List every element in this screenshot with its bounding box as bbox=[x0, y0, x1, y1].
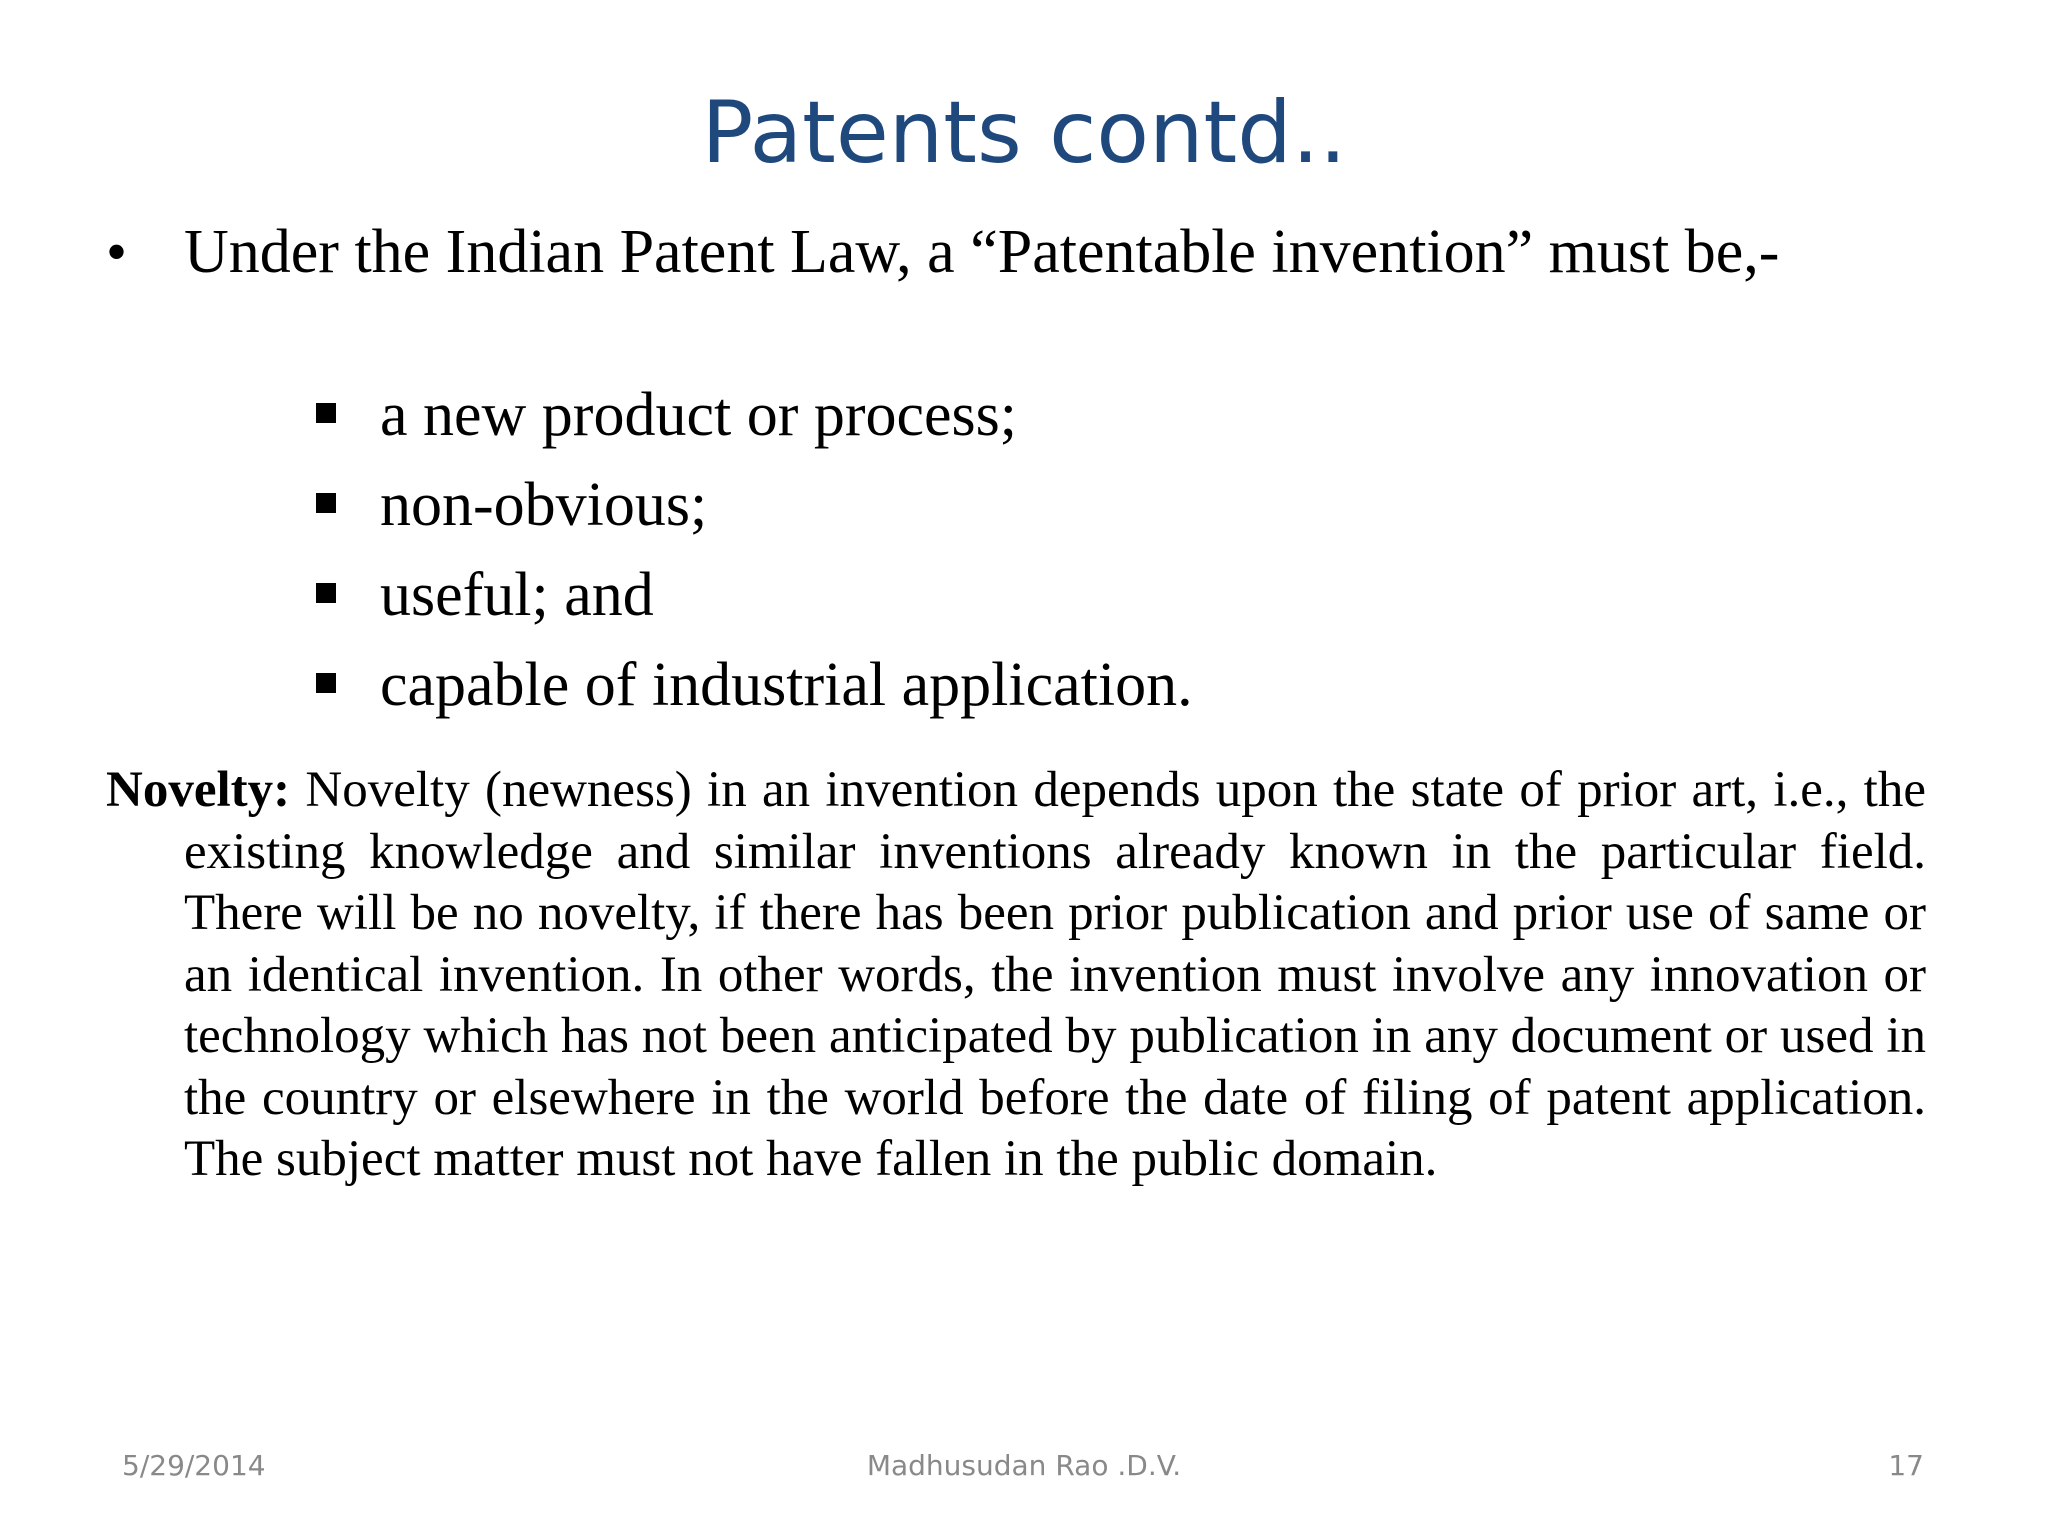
square-bullet-icon bbox=[316, 403, 336, 423]
criteria-item-label: useful; and bbox=[380, 561, 654, 629]
criteria-item-label: capable of industrial application. bbox=[380, 651, 1193, 719]
criteria-item bbox=[314, 370, 1814, 460]
patentability-criteria-list bbox=[314, 370, 1814, 730]
bullet-dot-icon: • bbox=[106, 219, 128, 285]
criteria-item bbox=[314, 460, 1814, 550]
footer-author: Madhusudan Rao .D.V. bbox=[866, 1449, 1182, 1482]
square-bullet-icon bbox=[316, 583, 336, 603]
square-bullet-icon bbox=[316, 493, 336, 513]
criteria-item bbox=[314, 550, 1814, 640]
novelty-text: Novelty (newness) in an invention depends upon the state of prior art, i.e., the existing knowledge and similar inventions already known in the particular field. There will be no novelty, if there has been prior publication and prior use of same or an identical invention. In other words, the invention must involve any innovation or technology which has not been anticipated by publication in any document or used in the country or elsewhere in the world before the date of filing of patent application. The subject matter must not have fallen in the public domain. bbox=[184, 762, 1926, 1187]
novelty-paragraph bbox=[106, 760, 1926, 1191]
footer-date: 5/29/2014 bbox=[122, 1449, 266, 1482]
criteria-item-label: non-obvious; bbox=[380, 471, 708, 539]
novelty-term: Novelty: bbox=[106, 762, 291, 818]
main-bullet bbox=[106, 214, 1926, 290]
criteria-item bbox=[314, 640, 1814, 730]
slide-number: 17 bbox=[1888, 1449, 1924, 1482]
main-bullet-text: Under the Indian Patent Law, a “Patentable invention” must be,- bbox=[184, 218, 1780, 286]
slide-title: Patents contd.. bbox=[701, 83, 1347, 183]
criteria-item-label: a new product or process; bbox=[380, 381, 1018, 449]
square-bullet-icon bbox=[316, 673, 336, 693]
